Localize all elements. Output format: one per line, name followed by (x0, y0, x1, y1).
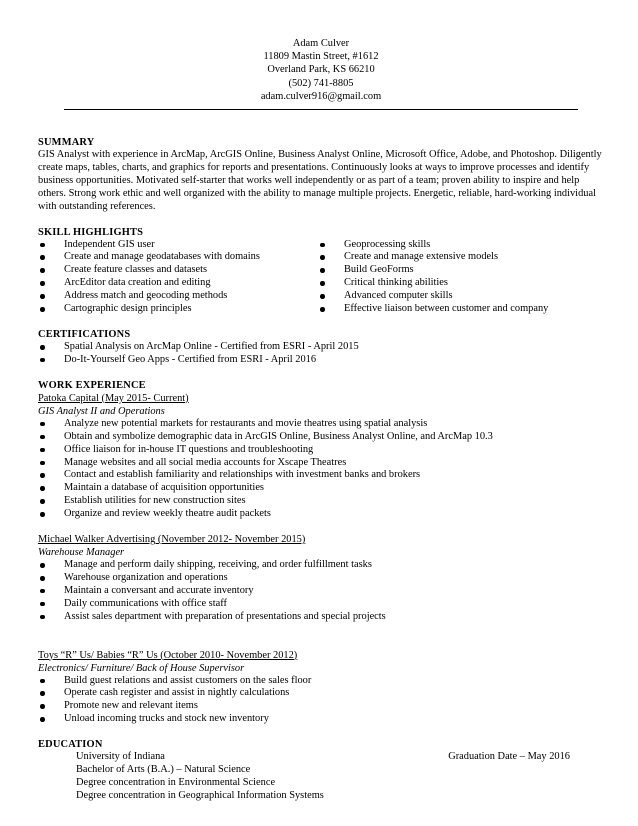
bullet-icon (40, 615, 45, 620)
list-item: Warehouse organization and operations (38, 572, 604, 585)
list-item: Unload incoming trucks and stock new inventory (38, 713, 604, 726)
bullet-icon (40, 602, 45, 607)
skills-right-column (318, 239, 598, 316)
email-address: adam.culver916@gmail.com (260, 90, 382, 102)
header-divider (64, 109, 578, 110)
education-heading: EDUCATION (38, 739, 103, 751)
bullet-icon (320, 243, 325, 248)
work-experience-heading: WORK EXPERIENCE (38, 379, 146, 391)
skills-left-column (38, 239, 318, 316)
bullet-icon (40, 345, 45, 350)
list-item: Geoprocessing skills (318, 239, 598, 252)
street-address: 11809 Mastin Street, #1612 (263, 51, 379, 63)
bullet-icon (40, 255, 45, 260)
job-employer-dates: Michael Walker Advertising (November 2012- November 2015) (38, 534, 306, 546)
bullet-icon (320, 294, 325, 299)
list-item: Advanced computer skills (318, 290, 598, 303)
job-employer-dates: Patoka Capital (May 2015- Current) (38, 392, 189, 404)
phone-number: (502) 741-8805 (288, 77, 354, 89)
list-item: Create feature classes and datasets (38, 264, 318, 277)
school-name: University of Indiana (76, 751, 165, 763)
skills-heading: SKILL HIGHLIGHTS (38, 226, 144, 238)
job-entry (38, 533, 604, 624)
skills-grid (38, 239, 604, 316)
job-entry (38, 649, 604, 727)
list-item: Assist sales department with preparation of presentations and special projects (38, 611, 604, 624)
bullet-icon (40, 358, 45, 363)
bullet-icon (40, 576, 45, 581)
degree-line: Bachelor of Arts (B.A.) – Natural Science (76, 764, 251, 776)
bullet-icon (40, 486, 45, 491)
certifications-heading: CERTIFICATIONS (38, 328, 131, 340)
list-item: Independent GIS user (38, 239, 318, 252)
list-item: Build guest relations and assist customers on the sales floor (38, 675, 604, 688)
summary-paragraph: GIS Analyst with experience in ArcMap, ArcGIS Online, Business Analyst Online, Microsoft Office, Adobe, and Photoshop. Diligently create maps, tables, charts, and graphics for reports and presentations. Continuously looks at ways to improve processes and identify business opportunities. Motivated self-starter that works well independently or as part of a team; proven ability to inspire and help others. Strong work ethic and well organized with the ability to manage multiple projects. Energetic, reliable, hard-working individual with outstanding references. (38, 149, 602, 212)
list-item: Build GeoForms (318, 264, 598, 277)
summary-heading: SUMMARY (38, 137, 95, 149)
list-item: Maintain a conversant and accurate inventory (38, 585, 604, 598)
list-item: Critical thinking abilities (318, 277, 598, 290)
bullet-icon (40, 717, 45, 722)
bullet-icon (40, 512, 45, 517)
list-item: Do-It-Yourself Geo Apps - Certified from ESRI - April 2016 (38, 354, 604, 367)
list-item: Organize and review weekly theatre audit packets (38, 508, 604, 521)
job-duties-list (38, 418, 604, 521)
bullet-icon (40, 294, 45, 299)
spacer (38, 521, 604, 533)
job-position: Warehouse Manager (38, 547, 125, 559)
resume-page (38, 37, 604, 803)
list-item: Promote new and relevant items (38, 700, 604, 713)
job-duties-list (38, 675, 604, 727)
bullet-icon (40, 448, 45, 453)
certifications-list (38, 341, 604, 367)
city-state-zip: Overland Park, KS 66210 (267, 64, 375, 76)
job-duties-list (38, 559, 604, 624)
education-school-row (38, 751, 604, 764)
list-item: Create and manage geodatabases with domains (38, 251, 318, 264)
list-item: Office liaison for in-house IT questions and troubleshooting (38, 444, 604, 457)
graduation-date: Graduation Date – May 2016 (448, 751, 570, 763)
bullet-icon (40, 691, 45, 696)
bullet-icon (40, 435, 45, 440)
list-item: Maintain a database of acquisition opportunities (38, 482, 604, 495)
job-employer-dates: Toys “R” Us/ Babies “R” Us (October 2010- November 2012) (38, 649, 298, 661)
job-entry (38, 392, 604, 521)
bullet-icon (40, 307, 45, 312)
contact-header (38, 37, 604, 103)
concentration-line: Degree concentration in Environmental Science (76, 777, 276, 789)
concentration-line: Degree concentration in Geographical Information Systems (76, 789, 324, 801)
bullet-icon (40, 422, 45, 427)
bullet-icon (40, 268, 45, 273)
list-item: Obtain and symbolize demographic data in ArcGIS Online, Business Analyst Online, and ArcMap 10.3 (38, 431, 604, 444)
bullet-icon (320, 307, 325, 312)
list-item: Operate cash register and assist in nightly calculations (38, 687, 604, 700)
job-position: Electronics/ Furniture/ Back of House Supervisor (38, 662, 245, 674)
bullet-icon (40, 499, 45, 504)
list-item: Manage websites and all social media accounts for Xscape Theatres (38, 457, 604, 470)
bullet-icon (40, 243, 45, 248)
bullet-icon (40, 473, 45, 478)
bullet-icon (320, 255, 325, 260)
bullet-icon (40, 281, 45, 286)
spacer (38, 624, 604, 649)
job-position: GIS Analyst II and Operations (38, 405, 165, 417)
list-item: Effective liaison between customer and company (318, 303, 598, 316)
list-item: Manage and perform daily shipping, receiving, and order fulfillment tasks (38, 559, 604, 572)
list-item: Contact and establish familiarity and relationships with investment banks and brokers (38, 469, 604, 482)
list-item: Daily communications with office staff (38, 598, 604, 611)
bullet-icon (320, 268, 325, 273)
list-item: Cartographic design principles (38, 303, 318, 316)
bullet-icon (320, 281, 325, 286)
bullet-icon (40, 461, 45, 466)
bullet-icon (40, 563, 45, 568)
bullet-icon (40, 589, 45, 594)
list-item: Create and manage extensive models (318, 251, 598, 264)
list-item: Establish utilities for new construction sites (38, 495, 604, 508)
bullet-icon (40, 704, 45, 709)
list-item: Analyze new potential markets for restaurants and movie theatres using spatial analysis (38, 418, 604, 431)
list-item: Spatial Analysis on ArcMap Online - Certified from ESRI - April 2015 (38, 341, 604, 354)
list-item: Address match and geocoding methods (38, 290, 318, 303)
bullet-icon (40, 679, 45, 684)
list-item: ArcEditor data creation and editing (38, 277, 318, 290)
applicant-name: Adam Culver (292, 38, 350, 49)
